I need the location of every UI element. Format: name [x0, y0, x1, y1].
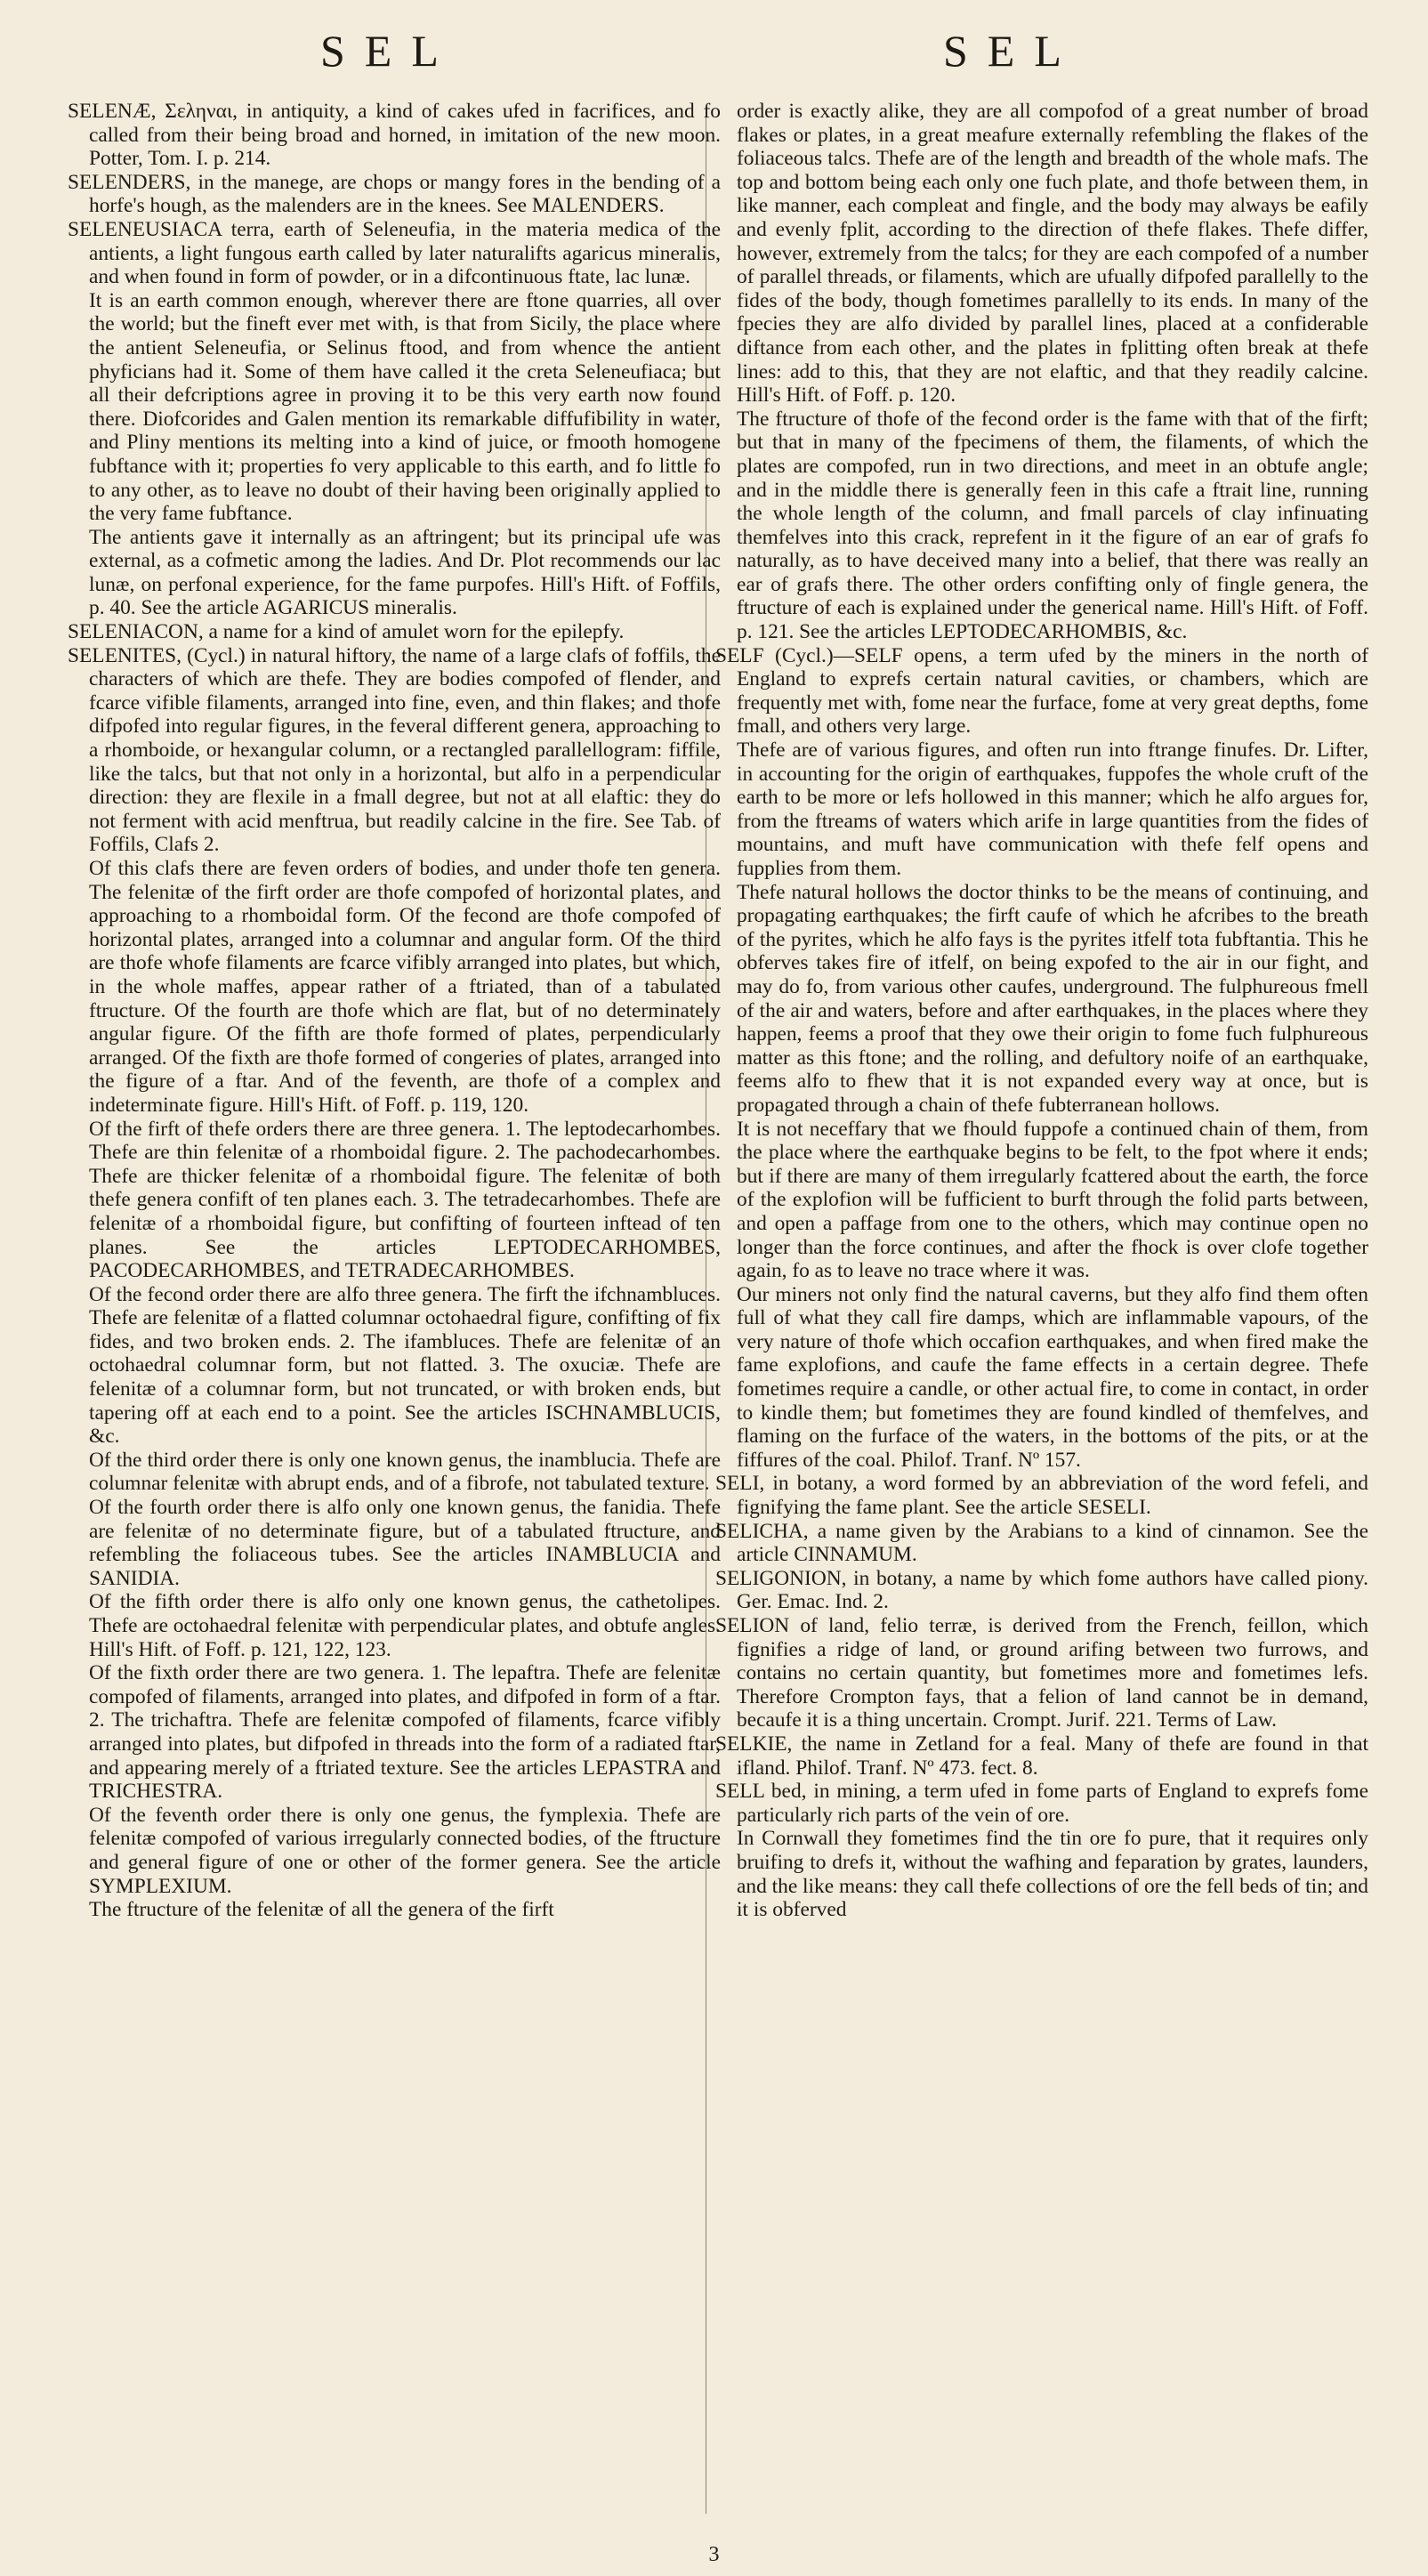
paragraph-third-order: Of the third order there is only one known genus, the inamblucia. Thefe are columnar felenitæ with abrupt ends, and of a fibrofe, not tabulated texture.	[89, 1448, 721, 1496]
page-number: 3	[708, 2543, 720, 2566]
entry-seligonion: SELIGONION, in botany, a name by which fome authors have called piony. Ger. Emac. Ind. 2.	[715, 1566, 1368, 1614]
paragraph-second-structure: The ftructure of thofe of the fecond order is the fame with that of the firft; but that in many of the fpecimens of them, the filaments, of which the plates are compofed, run in two directions, and meet in an obtufe angle; and in the middle there is generally feen in this cafe a ftrait line, running the whole length of the column, and fmall parcels of clay infinuating themfelves into this crack, reprefent in it the figure of an ear of grafs fo naturally, as to have deceived many into a belief, that there was really an ear of grafs there. The other orders confifting only of fingle genera, the ftructure of each is explained under the generical name. Hill's Hift. of Foff. p. 121. See the articles LEPTODECARHOMBIS, &c.	[737, 407, 1368, 644]
entry-selicha: SELICHA, a name given by the Arabians to a kind of cinnamon. See the article CINNAMUM.	[715, 1519, 1368, 1567]
paragraph-seleneusiaca-1: It is an earth common enough, wherever there are ftone quarries, all over the world; but the fineft ever met with, is that from Sicily, the place where the antient Seleneufia, or Selinus ftood, and from whence the antient phyficians had it. Some of them have called it the creta Seleneufiaca; but all their defcriptions agree in proving it to be this very earth now found there. Diofcorides and Galen mention its remarkable diffufibility in water, and Pliny mentions its melting into a kind of juice, or fmooth homogene fubftance with it; properties fo very applicable to this earth, and fo little fo to any other, as to leave no doubt of their having been originally applied to the very fame fubftance.	[89, 288, 721, 526]
paragraph-structure-start: The ftructure of the felenitæ of all the genera of the firft	[89, 1898, 554, 1922]
right-column	[715, 100, 1368, 2520]
entry-selion: SELION of land, felio terræ, is derived from the French, feillon, which fignifies a ridge of land, or ground arifing between two furrows, and contains no certain quantity, but fometimes more and fometimes lefs. Therefore Crompton fays, that a felion of land cannot be in demand, becaufe it is a thing uncertain. Crompt. Jurif. 221. Terms of Law.	[715, 1614, 1368, 1732]
running-head-left: SEL	[320, 26, 458, 76]
entry-selenites: SELENITES, (Cycl.) in natural hiftory, the name of a large clafs of foffils, the characters of which are thefe. They are bodies compofed of flender, and fcarce vifible filaments, arranged into fine, even, and thin flakes; and thofe difpofed into regular figures, in the feveral different genera, approaching to a rhomboide, or hexangular column, or a rectangled parallellogram: fiffile, like the talcs, but that not only in a horizontal, but alfo in a perpendicular direction: they are flexile in a fmall degree, but not at all elaftic: they do not ferment with acid menftrua, but readily calcine in the fire. See Tab. of Foffils, Clafs 2.	[68, 643, 721, 857]
paragraph-fourth-order: Of the fourth order there is alfo only one known genus, the fanidia. Thefe are felenitæ of no determinate figure, but of a tabulated ftructure, and refembling the foliaceous tubes. See the articles INAMBLUCIA and SANIDIA.	[89, 1496, 721, 1590]
entry-seleneusiaca: SELENEUSIACA terra, earth of Seleneufia, in the materia medica of the antients, a light fungous earth called by later naturalifts agaricus mineralis, and when found in form of powder, or in a difcontinuous ftate, lac lunæ.	[68, 217, 721, 289]
paragraph-fifth-order: Of the fifth order there is alfo only one known genus, the cathetolipes. Thefe are octohaedral felenitæ with perpendicular plates, and obtufe angles. Hill's Hift. of Foff. p. 121, 122, 123.	[89, 1590, 721, 1661]
entry-selenders: SELENDERS, in the manege, are chops or mangy fores in the bending of a horfe's hough, as the malenders are in the knees. See MALENDERS.	[68, 170, 721, 218]
paragraph-sixth-order: Of the fixth order there are two genera. 1. The lepaftra. Thefe are felenitæ compofed of filaments, arranged into plates, and difpofed in form of a ftar. 2. The trichaftra. Thefe are felenitæ compofed of filaments, fcarce vifibly arranged into plates, but difpofed in threads into the form of a radiated ftar, and appearing merely of a ftriated texture. See the articles LEPASTRA and TRICHESTRA.	[89, 1661, 721, 1804]
paragraph-second-order: Of the fecond order there are alfo three genera. The firft the ifchnambluces. Thefe are felenitæ of a flatted columnar octohaedral figure, confifting of fix fides, and two broken ends. 2. The ifambluces. Thefe are felenitæ of an octohaedral columnar form, but not flatted. 3. The oxuciæ. Thefe are felenitæ of a columnar form, but not truncated, or with broken ends, but tapering off at each end to a point. See the articles ISCHNAMBLUCIS, &c.	[89, 1282, 721, 1449]
paragraph-self-opens-2: Thefe natural hollows the doctor thinks to be the means of continuing, and propagating earthquakes; the firft caufe of which he afcribes to the breath of the pyrites, which he alfo fays is the pyrites itfelf tota fubftantia. This he obferves takes fire of itfelf, on being expofed to the air in our fight, and may do fo, from various other caufes, underground. The fulphureous fmell of the air and waters, before and after earthquakes, in the places where they happen, feems a proof that they owe their origin to fome fuch fulphureous matter as this ftone; and the rolling, and defultory noife of an earthquake, feems alfo to fhew that it is not expanded every way at once, but is propagated through a chain of thefe fubterranean hollows.	[737, 880, 1368, 1117]
paragraph-sell-bed: In Cornwall they fometimes find the tin ore fo pure, that it requires only bruifing to drefs it, without the wafhing and feparation by grates, launders, and the like means: they call thefe collections of ore the fell beds of tin; and it is obferved	[737, 1827, 1368, 1922]
paragraph-structure-cont: order is exactly alike, they are all compofod of a great number of broad flakes or plates, in a great meafure externally refembling the flakes of the foliaceous talcs. Thefe are of the length and breadth of the whole mafs. The top and bottom being each only one fuch plate, and thofe between them, in like manner, each compleat and fingle, and the body may always be eafily and evenly fplit, according to the direction of thefe flakes. Thefe differ, however, extremely from the talcs; for they are each compofed of a number of parallel threads, or filaments, which are ufually difpofed parallelly to the fides of the body, though fometimes parallelly to its ends. In many of the fpecies they are alfo divided by parallel lines, placed at a confiderable diftance from each other, and the plates in fplitting often break at thefe lines: add to this, that they are not elaftic, and that they readily calcine. Hill's Hift. of Foff. p. 120.	[737, 100, 1368, 408]
paragraph-first-order: Of the firft of thefe orders there are three genera. 1. The leptodecarhombes. Thefe are thin felenitæ of a rhomboidal figure. 2. The pachodecarhombes. Thefe are thicker felenitæ of a rhomboidal figure. The felenitæ of both thefe genera confift of ten planes each. 3. The tetradecarhombes. Thefe are felenitæ of a rhomboidal figure, but confifting of fourteen inftead of ten planes. See the articles LEPTODECARHOMBES, PACODECARHOMBES, and TETRADECARHOMBES.	[89, 1117, 721, 1283]
running-head-right: SEL	[943, 26, 1081, 76]
entry-self-opens: SELF (Cycl.)—SELF opens, a term ufed by the miners in the north of England to exprefs certain natural cavities, or chambers, which are frequently met with, fome near the furface, fome at very great depths, fome fmall, and others very large.	[715, 643, 1368, 739]
paragraph-self-opens-4: Our miners not only find the natural caverns, but they alfo find them often full of what they call fire damps, which are inflammable vapours, of the very nature of thofe which occafion earthquakes, and when fired make the fame explofions, and caufe the fame effects in a certain degree. Thefe fometimes require a candle, or other actual fire, to come in contact, in order to kindle them; but fometimes they are found kindled of themfelves, and flaming on the furface of the waters, in the bottoms of the pits, or at the fiffures of the coal. Philof. Tranf. Nº 157.	[737, 1282, 1368, 1472]
paragraph-self-opens-3: It is not neceffary that we fhould fuppofe a continued chain of them, from the place where the earthquake begins to be felt, to the fpot where it ends; but if there are many of them irregularly fcattered about the earth, the force of the explofion will be fufficient to burft through the folid parts between, and open a paffage from one to the others, which may continue open no longer than the force continues, and after the fhock is over clofe together again, fo as to leave no trace where it was.	[737, 1117, 1368, 1283]
paragraph-self-opens-1: Thefe are of various figures, and often run into ftrange finufes. Dr. Lifter, in accounting for the origin of earthquakes, fuppofes the whole cruft of the earth to be more or lefs hollowed in this manner; which he alfo argues for, from the ftreams of waters which arife in large quantities from the fides of mountains, and muft have communication with thefe felf opens and fupplies from them.	[737, 739, 1368, 880]
entry-sell-bed: SELL bed, in mining, a term ufed in fome parts of England to exprefs fome particularly rich parts of the vein of ore.	[715, 1780, 1368, 1827]
left-column	[68, 100, 721, 2520]
entry-selenae: SELENÆ, Σεληναι, in antiquity, a kind of cakes ufed in facrifices, and fo called from their being broad and horned, in imitation of the new moon. Potter, Tom. I. p. 214.	[68, 100, 721, 171]
entry-selkie: SELKIE, the name in Zetland for a feal. Many of thefe are found in that ifland. Philof. Tranf. Nº 473. fect. 8.	[715, 1732, 1368, 1780]
entry-seli: SELI, in botany, a word formed by an abbreviation of the word fefeli, and fignifying the fame plant. See the article SESELI.	[715, 1472, 1368, 1520]
paragraph-selenites-orders: Of this clafs there are feven orders of bodies, and under thofe ten genera. The felenitæ of the firft order are thofe compofed of horizontal plates, and approaching to a rhomboidal form. Of the fecond are thofe compofed of horizontal plates, arranged into a columnar and angular form. Of the third are thofe whofe filaments are fcarce vifibly arranged into plates, but which, in the whole maffes, appear rather of a ftriated, than of a tabulated ftructure. Of the fourth are thofe which are flat, but of no determinately angular figure. Of the fifth are thofe formed of plates, perpendicularly arranged. Of the fixth are thofe formed of congeries of plates, arranged into the figure of a ftar. And of the feventh, are thofe of a complex and indeterminate figure. Hill's Hift. of Foff. p. 119, 120.	[89, 857, 721, 1117]
paragraph-seleneusiaca-2: The antients gave it internally as an aftringent; but its principal ufe was external, as a cofmetic among the ladies. And Dr. Plot recommends our lac lunæ, on perfonal experience, for the fame purpofes. Hill's Hift. of Foffils, p. 40. See the article AGARICUS mineralis.	[89, 525, 721, 620]
page-header	[0, 25, 1428, 87]
paragraph-seventh-order: Of the feventh order there is only one genus, the fymplexia. Thefe are felenitæ compofed of various irregularly connected bodies, of the ftructure and general figure of one or other of the former genera. See the article SYMPLEXIUM.	[89, 1803, 721, 1898]
entry-seleniacon: SELENIACON, a name for a kind of amulet worn for the epilepfy.	[68, 620, 625, 644]
